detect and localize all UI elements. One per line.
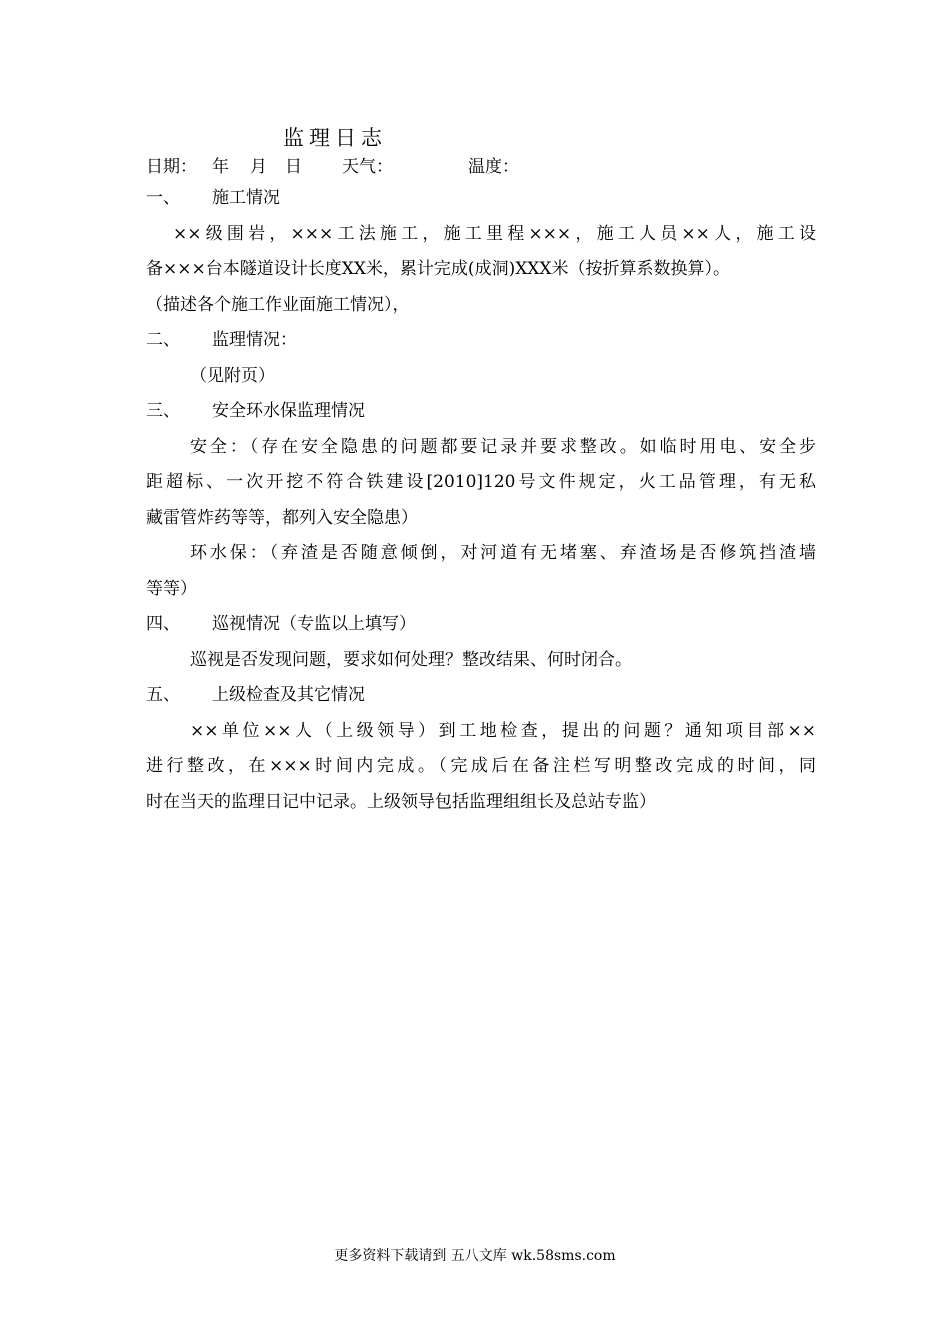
section-heading-construction [146,181,816,217]
paragraph-line: 时在当天的监理日记中记录。上级领导包括监理组组长及总站专监） [146,791,656,812]
section-number: 二、 [146,330,180,350]
document-body [146,181,816,820]
paragraph-line: 等等） [146,578,197,599]
paragraph-line: ××单位××人（上级领导）到工地检查，提出的问题？通知项目部×× [190,720,816,741]
section-number: 四、 [146,614,180,634]
section-title: 监理情况： [212,330,297,350]
paragraph-line: 距超标、一次开挖不符合铁建设[2010]120号文件规定，火工品管理，有无私 [146,472,816,492]
section-title: 上级检查及其它情况 [212,685,365,705]
day-label: 日 [285,157,302,177]
paragraph-line: （描述各个施工作业面施工情况）， [146,294,410,315]
section-heading-inspection [146,607,816,643]
section-number: 一、 [146,188,180,208]
paragraph-line: ××级围岩，×××工法施工，施工里程×××，施工人员××人，施工设 [173,223,816,244]
section-number: 三、 [146,401,180,421]
document-title: 监理日志 [283,126,387,150]
paragraph-line: 环水保：（弃渣是否随意倾倒，对河道有无堵塞、弃渣场是否修筑挡渣墙 [190,543,816,563]
date-label: 日期： [146,157,197,177]
paragraph-line: 备×××台本隧道设计长度XX米，累计完成(成洞)XXX米（按折算系数换算）。 [146,259,731,279]
year-label: 年 [212,157,229,177]
section-title: 安全环水保监理情况 [212,401,365,421]
section-title: 施工情况 [212,188,280,208]
date-weather-line [146,152,519,177]
paragraph-line: 巡视是否发现问题，要求如何处理？整改结果、何时闭合。 [190,649,632,670]
section-number: 五、 [146,685,180,705]
footer-note: 更多资料下载请到 五八文库 wk.58sms.com [334,1248,616,1264]
month-label: 月 [250,157,267,177]
section-title: 巡视情况（专监以上填写） [212,614,416,634]
section-heading-safety [146,394,816,430]
paragraph-line: 藏雷管炸药等等，都列入安全隐患） [146,507,418,528]
section-heading-superior-check [146,678,816,714]
paragraph-line: 安全：（存在安全隐患的问题都要记录并要求整改。如临时用电、安全步 [190,436,816,457]
section-heading-supervision [146,323,816,359]
weather-label: 天气： [342,157,393,177]
temperature-label: 温度： [468,157,519,177]
paragraph-line: （见附页） [190,365,275,386]
paragraph-line: 进行整改，在×××时间内完成。（完成后在备注栏写明整改完成的时间，同 [146,756,816,776]
